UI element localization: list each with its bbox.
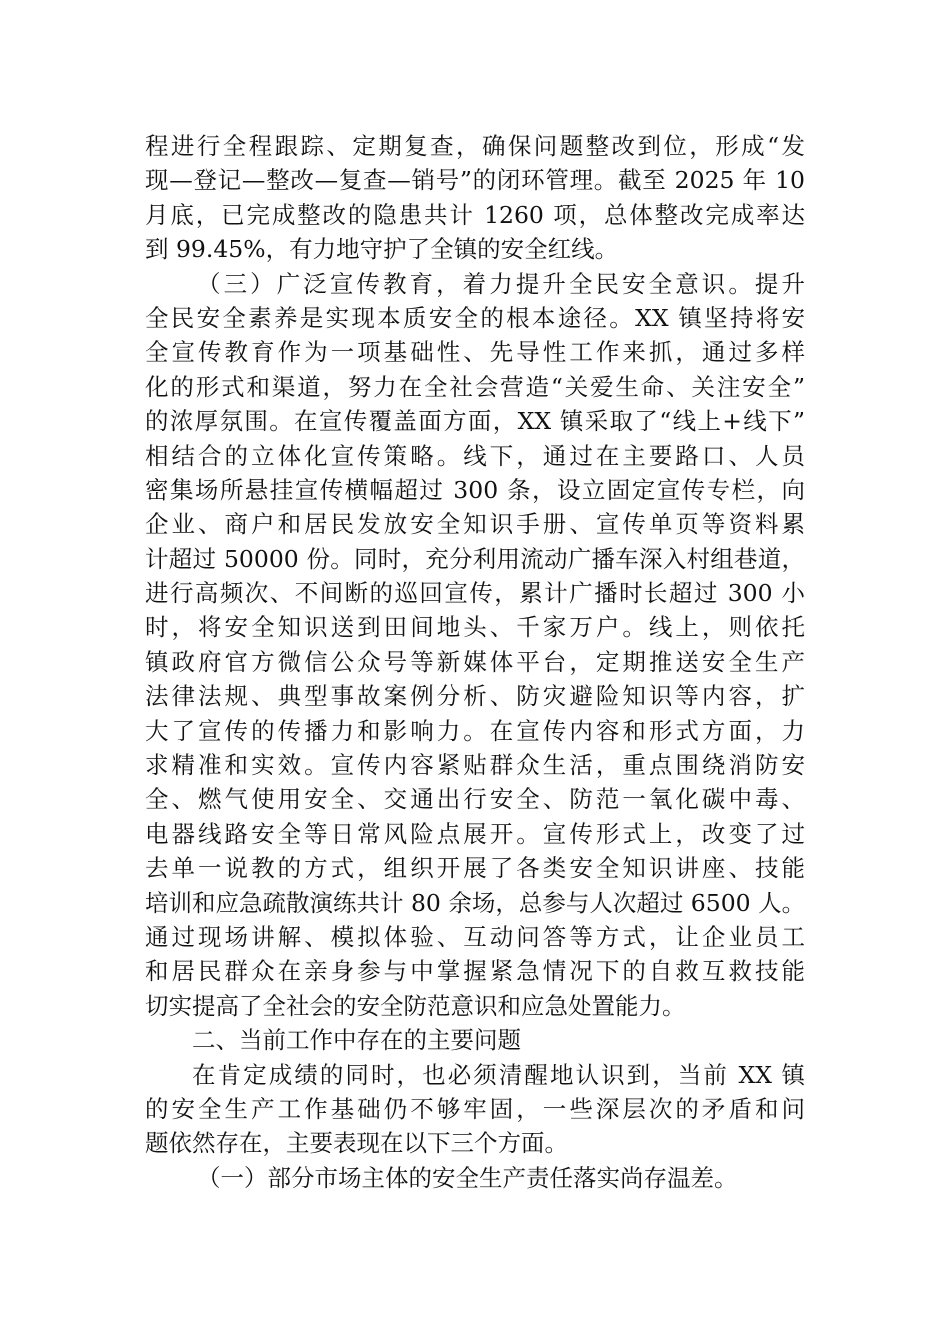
- section-heading: 二、当前工作中存在的主要问题: [192, 1026, 521, 1055]
- paragraph-safety-publicity: [145, 267, 805, 1024]
- text-line: 计超过 50000 份。同时，充分利用流动广播车深入村组巷道，: [145, 544, 805, 573]
- text-line: 题依然存在，主要表现在以下三个方面。: [145, 1129, 568, 1158]
- paragraph-problems-intro: [145, 1058, 805, 1161]
- text-line: 程进行全程跟踪、定期复查，确保问题整改到位，形成“发: [145, 132, 805, 160]
- text-line: 电器线路安全等日常风险点展开。宣传形式上，改变了过: [145, 819, 805, 848]
- text-line: 法律法规、典型事故案例分析、防灾避险知识等内容，扩: [145, 682, 805, 711]
- text-line: 去单一说教的方式，组织开展了各类安全知识讲座、技能: [145, 854, 805, 883]
- section-subheading-line: （三）广泛宣传教育，着力提升全民安全意识。提升: [197, 269, 805, 298]
- text-line: 的安全生产工作基础仍不够牢固，一些深层次的矛盾和问: [145, 1094, 805, 1123]
- text-line: 到 99.45%，有力地守护了全镇的安全红线。: [145, 235, 619, 264]
- text-line: 时，将安全知识送到田间地头、千家万户。线上，则依托: [145, 613, 805, 642]
- text-line: 的浓厚氛围。在宣传覆盖面方面，XX 镇采取了“线上+线下”: [145, 407, 805, 436]
- text-line: 进行高频次、不间断的巡回宣传，累计广播时长超过 300 小: [145, 579, 805, 608]
- text-line: 和居民群众在亲身参与中掌握紧急情况下的自救互救技能: [145, 957, 805, 986]
- text-line: 培训和应急疏散演练共计 80 余场，总参与人次超过 6500 人。: [145, 888, 806, 917]
- paragraph-inspection-closed-loop: [145, 129, 805, 267]
- section-heading-main-problems: [145, 1023, 805, 1057]
- text-line: 在肯定成绩的同时，也必须清醒地认识到，当前 XX 镇: [192, 1060, 805, 1089]
- section-subheading-line: （一）部分市场主体的安全生产责任落实尚存温差。: [197, 1163, 738, 1192]
- text-line: 现—登记—整改—复查—销号”的闭环管理。截至 2025 年 10: [145, 166, 805, 195]
- text-line: 月底，已完成整改的隐患共计 1260 项，总体整改完成率达: [145, 200, 805, 229]
- paragraph-responsibility-gap: [145, 1161, 805, 1195]
- text-line: 企业、商户和居民发放安全知识手册、宣传单页等资料累: [145, 510, 805, 539]
- text-line: 切实提高了全社会的安全防范意识和应急处置能力。: [145, 991, 686, 1020]
- text-line: 大了宣传的传播力和影响力。在宣传内容和形式方面，力: [145, 716, 805, 745]
- text-line: 全、燃气使用安全、交通出行安全、防范一氧化碳中毒、: [145, 785, 805, 814]
- text-line: 密集场所悬挂宣传横幅超过 300 条，设立固定宣传专栏，向: [145, 475, 805, 504]
- text-line: 相结合的立体化宣传策略。线下，通过在主要路口、人员: [145, 441, 805, 470]
- document-page: [145, 129, 805, 1195]
- text-line: 镇政府官方微信公众号等新媒体平台，定期推送安全生产: [145, 647, 805, 676]
- text-line: 求精准和实效。宣传内容紧贴群众生活，重点围绕消防安: [145, 751, 805, 780]
- text-line: 全民安全素养是实现本质安全的根本途径。XX 镇坚持将安: [145, 303, 805, 332]
- text-line: 化的形式和渠道，努力在全社会营造“关爱生命、关注安全”: [145, 372, 805, 401]
- text-line: 全宣传教育作为一项基础性、先导性工作来抓，通过多样: [145, 338, 805, 367]
- text-line: 通过现场讲解、模拟体验、互动问答等方式，让企业员工: [145, 922, 805, 951]
